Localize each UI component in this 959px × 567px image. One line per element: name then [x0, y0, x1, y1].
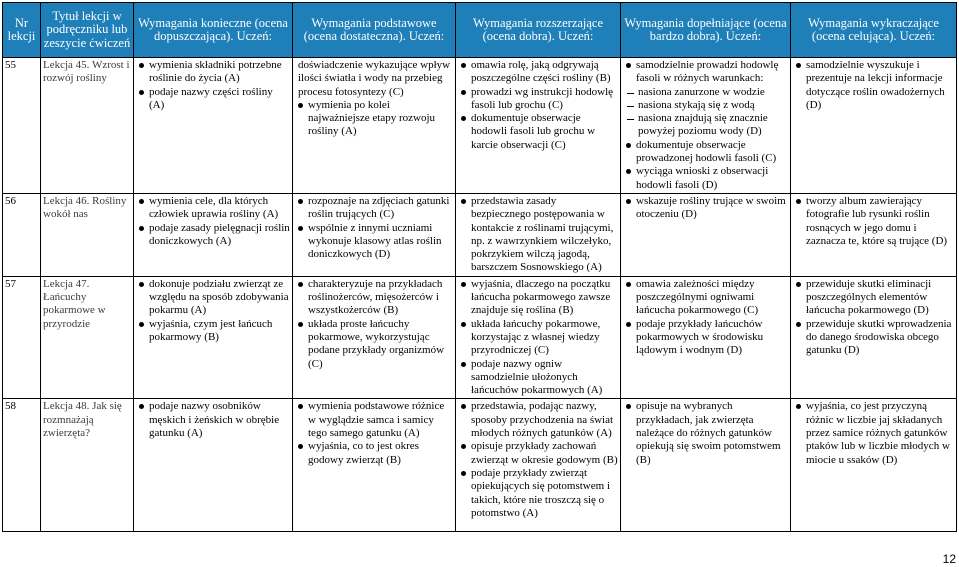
list-item: opisuje na wybranych przykładach, jak zwierzęta należące do różnych gatunków opiekują się swoim potomstwem (B) — [636, 400, 788, 466]
list-item: podaje zasady pielęgnacji roślin doniczkowych (A) — [149, 221, 290, 247]
header-dopelniajace: Wymagania dopełniające (ocena bardzo dobra). Uczeń: — [621, 3, 791, 58]
list-item: omawia rolę, jaką odgrywają poszczególne części rośliny (B) — [471, 59, 618, 86]
header-konieczne: Wymagania konieczne (ocena dopuszczająca). Uczeń: — [134, 3, 293, 58]
cell-rozszerzajace — [456, 58, 621, 194]
list-item: wymienia podstawowe różnice w wyglądzie samca i samicy tego samego gatunku (A) — [308, 400, 453, 440]
list-item: przedstawia zasady bezpiecznego postępowania w kontakcie z roślinami trującymi, np. z wawrzynkiem wilczełyko, pokrzykiem wilczą jagodą, barszczem Sosnowskiego (A) — [471, 195, 618, 275]
lesson-number: 55 — [3, 58, 41, 194]
list-item: przewiduje skutki wprowadzenia do danego środowiska obcego gatunku (D) — [806, 318, 954, 358]
cell-podstawowe — [293, 399, 456, 532]
cell-podstawowe — [293, 193, 456, 276]
lesson-title: Lekcja 47. Łańcuchy pokarmowe w przyrodzie — [41, 276, 134, 399]
table-row — [3, 193, 957, 276]
cell-rozszerzajace — [456, 399, 621, 532]
cell-wykraczajace — [791, 58, 957, 194]
cell-dopelniajace — [621, 58, 791, 194]
header-nr: Nr lekcji — [3, 3, 41, 58]
list-item: wyjaśnia, co to jest okres godowy zwierząt (B) — [308, 440, 453, 467]
list-item: prowadzi wg instrukcji hodowlę fasoli lub grochu (C) — [471, 86, 618, 113]
cell-konieczne — [134, 58, 293, 194]
list-item: dokumentuje obserwacje prowadzonej hodowli fasoli (C) — [636, 139, 788, 166]
dopelniajace-list — [623, 195, 788, 222]
page-number: 12 — [942, 552, 956, 566]
table-row — [3, 399, 957, 532]
konieczne-list — [136, 195, 290, 248]
rozszerzajace-list — [458, 278, 618, 398]
dopelniajace-list — [623, 400, 788, 466]
wykraczajace-list — [793, 400, 954, 466]
dopelniajace-list — [623, 59, 788, 192]
list-item: wyjaśnia, co jest przyczyną różnic w liczbie jaj składanych przez samice różnych gatunków ptaków lub w liczbie młodych w miocie u ssaków (D) — [806, 400, 954, 466]
list-item: dokonuje podziału zwierząt ze względu na sposób zdobywania pokarmu (A) — [149, 277, 289, 317]
rozszerzajace-list — [458, 195, 618, 275]
rozszerzajace-list — [458, 59, 618, 152]
header-podstawowe: Wymagania podstawowe (ocena dostateczna). Uczeń: — [293, 3, 456, 58]
list-item: wymienia składniki potrzebne roślinie do życia (A) — [149, 59, 290, 86]
header-row — [3, 3, 957, 58]
lesson-number: 57 — [3, 276, 41, 399]
konieczne-list — [136, 59, 290, 112]
list-item: dokumentuje obserwacje hodowli fasoli lub grochu w karcie obserwacji (C) — [471, 112, 618, 152]
konieczne-list — [136, 400, 290, 440]
list-item: wspólnie z innymi uczniami wykonuje klasowy atlas roślin doniczkowych (D) — [308, 222, 453, 262]
requirements-table — [2, 2, 957, 532]
header-rozszerzajace: Wymagania rozszerzające (ocena dobra). Uczeń: — [456, 3, 621, 58]
lesson-title: Lekcja 48. Jak się rozmnażają zwierzęta? — [41, 399, 134, 532]
konieczne-list — [136, 278, 290, 344]
list-item: opisuje przykłady zachowań zwierząt w okresie godowym (B) — [471, 440, 618, 466]
list-item: podaje nazwy części rośliny (A) — [149, 86, 290, 113]
list-item: wymienia po kolei najważniejsze etapy rozwoju rośliny (A) — [308, 99, 453, 139]
wykraczajace-list — [793, 59, 954, 112]
list-item: przedstawia, podając nazwy, sposoby przychodzenia na świat młodych różnych gatunków (A) — [471, 400, 618, 440]
table-row — [3, 276, 957, 399]
cell-wykraczajace — [791, 399, 957, 532]
cell-wykraczajace — [791, 276, 957, 399]
lesson-number: 58 — [3, 399, 41, 532]
cell-rozszerzajace — [456, 193, 621, 276]
list-item: omawia zależności między poszczególnymi ogniwami łańcucha pokarmowego (C) — [636, 278, 788, 318]
wykraczajace-list — [793, 278, 954, 358]
list-item: rozpoznaje na zdjęciach gatunki roślin trujących (C) — [308, 195, 453, 222]
list-item: wskazuje rośliny trujące w swoim otoczeniu (D) — [636, 195, 788, 222]
header-wykraczajace: Wymagania wykraczające (ocena celująca). Uczeń: — [791, 3, 957, 58]
header-title: Tytuł lekcji w podręczniku lub zeszycie ćwiczeń — [41, 3, 134, 58]
podstawowe-list — [295, 278, 453, 371]
list-item: wymienia cele, dla których człowiek uprawia rośliny (A) — [149, 195, 290, 222]
table-row — [3, 58, 957, 194]
list-item: nasiona stykają się z wodą — [636, 99, 788, 112]
podstawowe-list — [295, 195, 453, 261]
podstawowe-list — [295, 400, 453, 466]
list-item: nasiona znajdują się znacznie powyżej poziomu wody (D) — [636, 112, 788, 139]
cell-podstawowe — [293, 276, 456, 399]
list-item: podaje nazwy osobników męskich i żeńskich w obrębie gatunku (A) — [149, 400, 290, 440]
lesson-title: Lekcja 45. Wzrost i rozwój rośliny — [41, 58, 134, 194]
cell-rozszerzajace — [456, 276, 621, 399]
list-item: tworzy album zawierający fotografie lub rysunki roślin rosnących w jego domu i zaznacza te, które są trujące (D) — [806, 195, 954, 248]
list-item: wyjaśnia, czym jest łańcuch pokarmowy (B) — [149, 318, 290, 345]
rozszerzajace-list — [458, 400, 618, 520]
podstawowe-list — [295, 99, 453, 139]
dopelniajace-list — [623, 278, 788, 358]
cell-konieczne — [134, 399, 293, 532]
list-item: podaje nazwy ogniw samodzielnie ułożonych łańcuchów pokarmowych (A) — [471, 358, 618, 398]
continued-text: doświadczenie wykazujące wpływ ilości światła i wody na przebieg procesu fotosyntezy (C) — [298, 59, 451, 98]
list-item: samodzielnie prowadzi hodowlę fasoli w różnych warunkach: — [636, 59, 788, 86]
lesson-number: 56 — [3, 193, 41, 276]
list-item: nasiona zanurzone w wodzie — [636, 86, 788, 99]
cell-dopelniajace — [621, 193, 791, 276]
list-item: wyjaśnia, dlaczego na początku łańcucha pokarmowego zawsze znajduje się roślina (B) — [471, 278, 618, 318]
list-item: układa łańcuchy pokarmowe, korzystając z własnej wiedzy przyrodniczej (C) — [471, 318, 618, 358]
list-item: podaje przykłady zwierząt opiekujących się potomstwem i takich, które nie troszczą się o potomstwo (A) — [471, 467, 618, 520]
list-item: podaje przykłady łańcuchów pokarmowych w środowisku lądowym i wodnym (D) — [636, 318, 788, 358]
wykraczajace-list — [793, 195, 954, 248]
cell-podstawowe — [293, 58, 456, 194]
cell-dopelniajace — [621, 399, 791, 532]
cell-dopelniajace — [621, 276, 791, 399]
cell-wykraczajace — [791, 193, 957, 276]
list-item: układa proste łańcuchy pokarmowe, wykorzystując podane przykłady organizmów (C) — [308, 318, 453, 371]
list-item: przewiduje skutki eliminacji poszczególnych elementów łańcucha pokarmowego (D) — [806, 278, 954, 318]
cell-konieczne — [134, 276, 293, 399]
lesson-title: Lekcja 46. Rośliny wokół nas — [41, 193, 134, 276]
list-item: charakteryzuje na przykładach roślinożerców, mięsożerców i wszystkożerców (B) — [308, 278, 453, 318]
list-item: wyciąga wnioski z obserwacji hodowli fasoli (D) — [636, 165, 788, 192]
list-item: samodzielnie wyszukuje i prezentuje na lekcji informacje dotyczące roślin owadożernych (D) — [806, 59, 954, 112]
cell-konieczne — [134, 193, 293, 276]
